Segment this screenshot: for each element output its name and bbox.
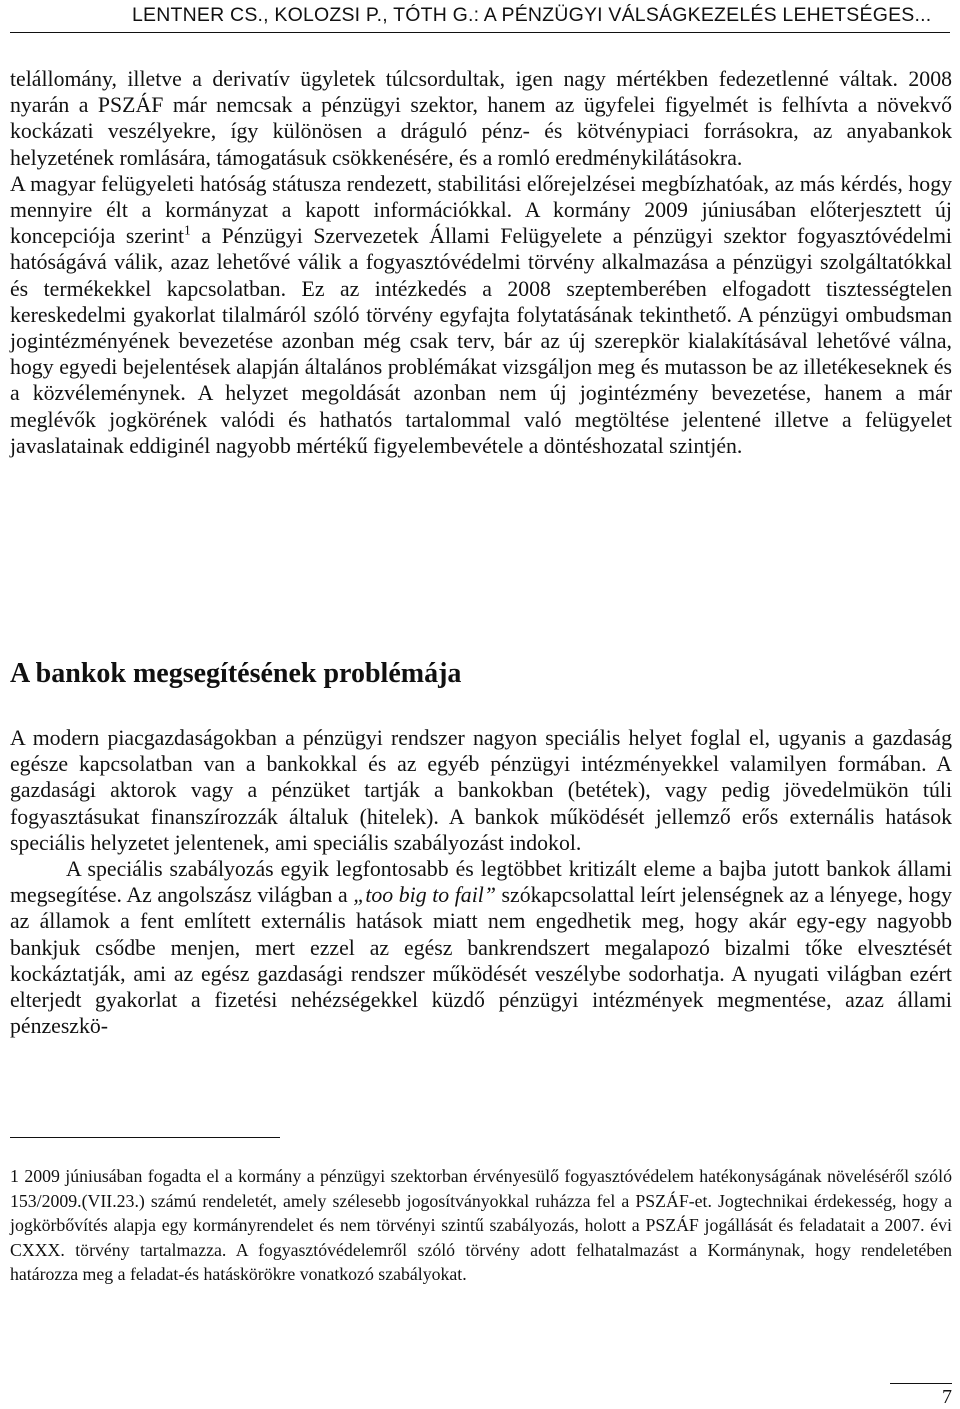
paragraph-1a: telállomány, illetve a derivatív ügyletek túlcsordultak, igen nagy mértékben fedezetlenné váltak. 2008 nyarán a PSZÁF már nemcsak a pénzügyi szektor, hanem az ügyfelei figyelmét is felhívta a növekvő kockázati veszélyekre, így különösen a dráguló pénz- és kötvénypiaci forrásokra, az anyabankok helyzetének romlására, támogatásuk csökkenésére, és a romló eredménykilátásokra. [10,67,952,170]
paragraph-2: A modern piacgazdaságokban a pénzügyi rendszer nagyon speciális helyet foglal el, ugyanis a gazdaság egésze kapcsolatban van a bankokkal és az egyéb pénzügyi intézményekkel valamilyen formában. A gazdasági aktorok vagy a pénzüket tartják a bankokban (betétek), vagy pedig jövedelmükön túli fogyasztásukat finanszírozzák általuk (hitelek). A bankok működését jellemző erős externális hatások speciális helyzetet jelentenek, ami speciális szabályozást indokol. [10,726,952,855]
paragraph-1c: a Pénzügyi Szervezetek Állami Felügyelete a pénzügyi szektor fogyasztóvédelmi hatóságává válik, azaz lehetővé válik a fogyasztóvédelmi törvény alkalmazása a pénzügyi szolgáltatókkal és termékekkel kapcsolatban. Ez az intézkedés a 2008 szeptemberében elfogadott tisztességtelen kereskedelmi gyakorlat tilalmáról szóló törvény egyfajta folytatásának tekinthető. A pénzügyi ombudsman jogintézményének bevezetése azonban még csak terv, bár az új szerepkör kialakításával lehetővé válna, hogy egyedi bejelentések alapján általános problémákat vizsgáljon meg és mutasson be az illetékeseknek és a közvéleménynek. A helyzet megoldását azonban nem új jogintézmény bevezetése, hanem a már meglévők jogkörének valódi és hathatós tartalommal való megtöltése jelentené illetve a felügyelet javaslatainak eddiginél nagyobb mértékű figyelembevétele a döntéshozatal szintjén. [10,224,952,458]
paragraph-1b: A magyar felügyeleti hatóság státusza rendezett, stabilitási előrejelzései megbízhatóak, az más kérdés, hogy mennyire élt a kormányzat a kapott információkkal. A kormány 2009 júniusában előterjesztett új koncepciója szerint [10,171,952,249]
running-header: LENTNER CS., KOLOZSI P., TÓTH G.: A PÉNZÜGYI VÁLSÁGKEZELÉS LEHETSÉGES... [132,4,932,26]
page-number-rule [890,1383,952,1384]
page-number: 7 [942,1386,952,1408]
paragraph-3a: A speciális szabályozás egyik legfontosabb és legtöbbet kritizált eleme a bajba jutott bankok állami megsegítése. Az angolszász világban a [10,857,952,908]
paragraph-3b: szókapcsolattal leírt jelenségnek az a lényege, hogy az államok a fent említett externális hatások miatt nem engedhetik meg, hogy akár egy-egy nagyobb bankjuk csődbe menjen, mert ezzel az egész bankrendszert megalapozó bizalmi tőke elvesztését kockáztatják, ami az egész gazdasági rendszer működését veszélybe sodorhatja. A nyugati világban ezért elterjedt gyakorlat a fizetési nehézségekkel küzdő pénzügyi intézmények megmentése, azaz állami pénzeszkö- [10,883,952,1039]
footnote-reference[interactable]: 1 [184,222,191,238]
section-heading: A bankok megsegítésének problémája [10,658,462,689]
paragraph-3 [10,856,952,1039]
too-big-to-fail-quote: „too big to fail” [353,883,496,908]
footnote-1: 1 2009 júniusában fogadta el a kormány a pénzügyi szektorban érvényesülő fogyasztóvédelem hatékonyságának növeléséről szóló 153/2009.(VII.23.) számú rendeletét, amely szélesebb jogosítványokkal ruházza fel a PSZÁF-et. Jogtechnikai érdekesség, hogy a jogkörbővítés alapja egy kormányrendelet és nem törvényi szintű szabályozás, holott a PSZÁF jogállását és feladatait a 2007. évi CXXX. törvény tartalmazza. A fogyasztóvédelemről szóló törvény adott felhatalmazást a Kormánynak, hogy rendeletében határozza meg a feladat-és hatáskörökre vonatkozó szabályokat. [10,1166,952,1285]
body-text-block-2 [10,725,952,1039]
header-rule [10,32,950,33]
footnote-separator [10,1137,280,1138]
paragraph-1 [10,171,952,459]
body-text-block-1 [10,66,952,459]
